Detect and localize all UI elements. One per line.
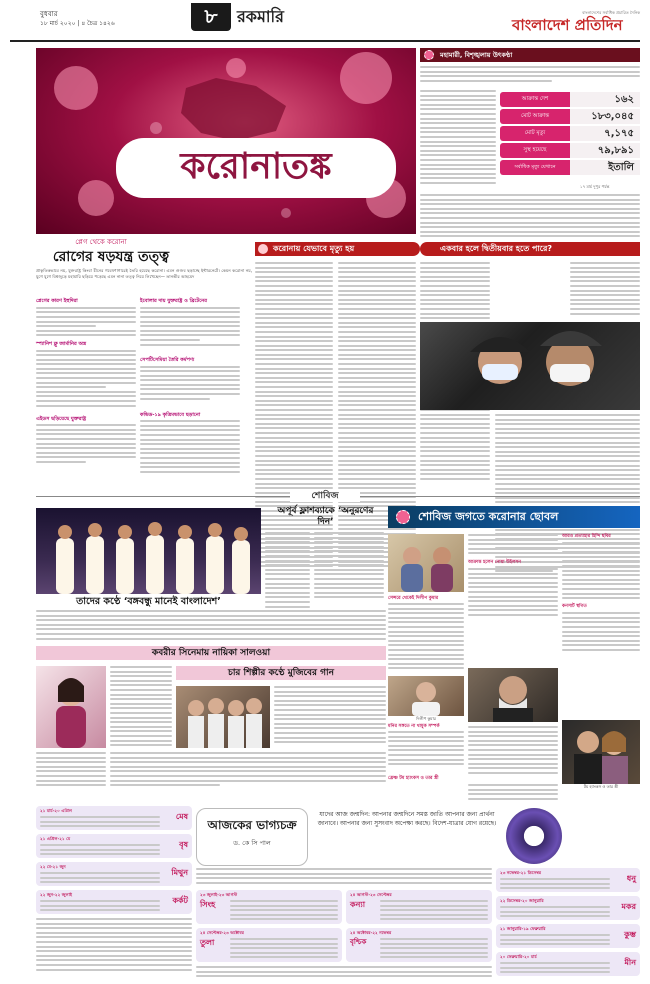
- sign-name: ধনু: [626, 874, 636, 883]
- story3-body: [570, 262, 640, 322]
- lead-body: [140, 307, 240, 357]
- sign-name: বৃষ: [179, 840, 188, 849]
- lead-col-1: [36, 298, 136, 484]
- horoscope-filler: [36, 918, 192, 974]
- stats-table: [500, 92, 640, 177]
- stat-value: ১৮৩,০৪৫: [570, 109, 640, 124]
- lead-body: [36, 424, 136, 474]
- shobiz-sub-item-body: [388, 603, 464, 673]
- film-body-bottom: [36, 752, 106, 792]
- mask-figures: [420, 322, 640, 410]
- shobiz-sub-item-body: [468, 568, 558, 620]
- sign-name: সিংহ: [200, 900, 216, 909]
- shobiz-sub-item: কনসার্ট স্থগিত: [562, 604, 587, 610]
- sign-name: মিথুন: [171, 868, 188, 877]
- corona-banner: [36, 48, 416, 234]
- sign-dates: ২২ ডিসেম্বর-২০ জানুয়ারি: [500, 898, 544, 903]
- shobiz-sub-item: আক্রান্ত হলেন নোয়া উইলসন: [468, 560, 521, 565]
- pandemic-box: [420, 48, 640, 240]
- lead-body: [36, 307, 136, 341]
- zodiac-wheel: [506, 808, 562, 864]
- shobiz-sub-item-body: [468, 534, 558, 558]
- sign-card-karkat: [36, 890, 192, 914]
- sign-card-makar: [496, 896, 640, 920]
- song-body: [274, 686, 386, 748]
- sign-card-brishchik: [346, 928, 492, 962]
- pandemic-map: [420, 90, 496, 190]
- stat-row: [500, 160, 640, 175]
- sign-dates: ২১ এপ্রিল-২১ মে: [40, 836, 71, 841]
- stat-row: [500, 109, 640, 124]
- salwa-figure: [36, 666, 106, 748]
- sign-name: কর্কট: [172, 896, 188, 905]
- shobiz-sub-item-body: [468, 726, 558, 778]
- dilip-caption: দিলীপ কুমার: [416, 716, 436, 721]
- song-singers: [176, 686, 270, 748]
- sign-dates: ২৪ অক্টোবর-২২ নভেম্বর: [350, 930, 392, 935]
- sign-card-dhanu: [496, 868, 640, 892]
- horoscope-title-box: [196, 808, 308, 866]
- sign-dates: ২২ মে-২১ জুন: [40, 864, 66, 869]
- lead-col-2: [140, 298, 240, 484]
- stat-row: [500, 143, 640, 158]
- stat-label: সর্বাধিক মৃত্যু যেখানে: [500, 160, 570, 175]
- sign-card-mithun: [36, 862, 192, 886]
- shobiz-sub-column: [562, 534, 640, 664]
- sign-card-mesh: [36, 806, 192, 830]
- stat-row: [500, 126, 640, 141]
- virus-icon: [424, 50, 434, 60]
- lead-subhead: সেপটিসেমিয়া তৈরি কর্মপণ্য: [140, 356, 195, 363]
- sign-name: মেষ: [175, 812, 188, 821]
- stat-label: মোট আক্রান্ত: [500, 109, 570, 124]
- virus-icon: [258, 244, 268, 254]
- masthead: [0, 0, 650, 48]
- sign-card-kanya: [346, 890, 492, 924]
- stat-value: ইতালি: [570, 160, 640, 175]
- sign-card-brisha: [36, 834, 192, 858]
- film-headline: কবরীর সিনেমায় নায়িকা সালওয়া: [36, 646, 386, 660]
- amitabh-photo: [468, 668, 558, 722]
- stat-label: সুস্থ হয়েছে: [500, 143, 570, 158]
- actress-salwa-photo: [36, 666, 106, 748]
- stat-value: ৭,১৭৫: [570, 126, 640, 141]
- masked-people-photo: [420, 322, 640, 410]
- sign-card-tula: [196, 928, 342, 962]
- sign-dates: ২২ জুন-২২ জুলাই: [40, 892, 73, 897]
- pandemic-box-title: মহামারী, বিশৃঙ্খলায় উৎকণ্ঠা: [440, 51, 513, 59]
- lead-kicker: প্লেগ থেকে করোনা: [75, 238, 127, 246]
- horoscope-filler: [196, 966, 492, 980]
- lead-intro: প্রাকৃতিকভাবে নয়, যুক্তরাষ্ট্র কিংবা চীনের গবেষণাগারেই তৈরি হয়েছে করোনা। এমন গুজব ছড়াচ্ছে ইন্টারনেটে। কেমন করোনা নয়, যুগে যুগে বিশ্বজুড়ে মহামারি ছড়িয়ে পড়েছে এমন নানা তত্ত্ব নিয়ে লিখেছেন— তানভীর আহমেদ: [36, 268, 252, 279]
- lead-subhead: স্প্যানিশ ফ্লু জার্মানির অস্ত্র: [36, 340, 87, 347]
- actress-figure: [388, 534, 464, 592]
- actress-photo: [388, 534, 464, 592]
- horoscope-byline: ড. কে সি পাল: [233, 839, 271, 847]
- sign-dates: ২৩ জুলাই-২৩ আগস্ট: [200, 892, 238, 897]
- sign-dates: ২৪ সেপ্টেম্বর-২৩ অক্টোবর: [200, 930, 244, 935]
- sign-name: তুলা: [200, 938, 215, 947]
- section-title: রকমারি: [237, 7, 284, 26]
- sign-card-singha: [196, 890, 342, 924]
- shobiz-banner-title: শোবিজ জগতে করোনার ছোবল: [418, 510, 559, 523]
- sign-name: মীন: [624, 958, 636, 967]
- page-number: ৮: [204, 4, 218, 28]
- pandemic-intro: [420, 66, 640, 88]
- pandemic-note: ১৭ মার্চ দুপুর পর্যন্ত: [580, 184, 610, 189]
- paper-tagline: বাংলাদেশের সর্বাধিক প্রচারিত দৈনিক: [582, 10, 640, 15]
- horoscope-intro: যাদের আজ জন্মদিন: আপনার জন্মদিনে সমস্ত জাতি আপনার জন্য প্রার্থনা জানাবে। আপনার জন্য সুসংবাদ অপেক্ষা করছে। বিদেশ-যাত্রার যোগ রয়েছে।: [317, 811, 497, 827]
- stat-label: আক্রান্ত দেশ: [500, 92, 570, 107]
- dilip-figure: [388, 676, 464, 716]
- singers-photo: [36, 508, 261, 594]
- lead-body: [36, 350, 136, 416]
- shobiz-story-a-headline: অপূর্ব ফ্লাশব্যাকে ‘অনুরণের দিন’: [277, 506, 374, 527]
- paper-logo: [512, 10, 640, 38]
- story3-header: [420, 242, 640, 256]
- sign-dates: ২৪ আগস্ট-২৩ সেপ্টেম্বর: [350, 892, 392, 897]
- shobiz-sub-item-body: [562, 612, 640, 658]
- amitabh-figure: [468, 668, 558, 722]
- sign-dates: ২০ ফেব্রুয়ারি-২০ মার্চ: [500, 954, 537, 959]
- singers-story-body: [36, 610, 386, 640]
- lead-subhead: কভিড-১৯ কৃত্রিমভাবে ছড়ানো: [140, 411, 201, 418]
- lead-headline: রোগের ষড়যন্ত্র তত্ত্ব: [52, 249, 170, 265]
- sign-card-kumbha: [496, 924, 640, 948]
- song-headline: চার শিল্পীর কণ্ঠে মুজিবের গান: [176, 666, 386, 680]
- sign-name: বৃশ্চিক: [350, 938, 367, 946]
- shobiz-sub-item: মনির সঙ্গতে না থামুক সম্পর্ক: [388, 724, 440, 729]
- tom-hanks-caption: টম হ্যাংকস ও তার স্ত্রী: [583, 784, 619, 789]
- sign-name: মকর: [621, 902, 636, 911]
- date-label: ১৮ মার্চ ২০২০ | ৪ চৈত্র ১৪২৬: [40, 20, 115, 27]
- stat-value: ১৬২: [570, 92, 640, 107]
- shobiz-story-a-body: [314, 532, 384, 602]
- sign-card-meen: [496, 952, 640, 976]
- stat-label: মোট মৃত্যু: [500, 126, 570, 141]
- tom-hanks-photo: [562, 720, 640, 784]
- song-photo: [176, 686, 270, 748]
- virus-icon: [396, 510, 410, 524]
- shobiz-section-label: শোবিজ: [290, 490, 360, 502]
- shobiz-sub-item-body: [388, 731, 464, 771]
- song-body-bottom: [110, 752, 386, 792]
- shobiz-sub-item: আরও প্রত্যাহার হিন্দি ছবির: [562, 534, 611, 539]
- horoscope-title: আজকের ভাগ্যচক্র: [207, 818, 297, 832]
- sign-dates: ২১ মার্চ-২০ এপ্রিল: [40, 808, 72, 813]
- masthead-rule: [10, 40, 640, 42]
- shobiz-sub-item: সেন্সরে থেকেই দিলীপ কুমার: [388, 596, 439, 601]
- shobiz-story-a-body: [265, 532, 310, 612]
- paper-name: বাংলাদেশ প্রতিদিন: [512, 16, 623, 35]
- shobiz-sub-item: ফ্রেঞ্চ টম হ্যাংকস ও তার স্ত্রী: [388, 776, 439, 781]
- sign-dates: ২১ জানুয়ারি-১৯ ফেব্রুয়ারি: [500, 926, 546, 931]
- pandemic-box-header: [420, 48, 640, 62]
- story2-header: [255, 242, 420, 256]
- singers-figures: [36, 508, 261, 594]
- tom-hanks-figures: [562, 720, 640, 784]
- lead-body: [140, 366, 240, 412]
- dilip-kumar-photo: [388, 676, 464, 716]
- film-body: [110, 666, 172, 748]
- story2-headline: করোনায় যেভাবে মৃত্যু হয়: [273, 244, 355, 253]
- stat-row: [500, 92, 640, 107]
- singers-caption: তাদের কণ্ঠে ‘বঙ্গবন্ধু মানেই বাংলাদেশ’: [76, 596, 221, 607]
- shobiz-sub-item-body: [468, 784, 558, 804]
- lead-subhead: ইবোলার দায় যুক্তরাষ্ট্র ও ব্রিটেনের: [140, 298, 208, 304]
- lead-subhead: এইডস ছড়িয়েছে যুক্তরাষ্ট্র: [36, 415, 87, 422]
- sign-name: কন্যা: [350, 900, 366, 909]
- sign-name: কুম্ভ: [624, 930, 636, 939]
- sign-dates: ২৩ নভেম্বর-২১ ডিসেম্বর: [500, 870, 542, 875]
- lead-body: [140, 420, 240, 488]
- corona-banner-title: করোনাতঙ্ক: [116, 138, 396, 198]
- pandemic-footer-text: [420, 194, 640, 238]
- horoscope-filler: [196, 868, 492, 886]
- page-number-badge: [191, 3, 231, 31]
- day-label: বুধবার: [40, 10, 58, 18]
- shobiz-sub-column: [468, 534, 558, 664]
- stat-value: ৭৯,৮৯১: [570, 143, 640, 158]
- lead-subhead: প্লেগের কারণ ইহুদিরা: [36, 298, 78, 304]
- horoscope-section: [36, 806, 640, 984]
- shobiz-banner: [388, 506, 640, 528]
- shobiz-sub-item-body: [562, 542, 640, 602]
- story3-headline: একবার হলে দ্বিতীয়বার হতে পারে?: [440, 244, 553, 253]
